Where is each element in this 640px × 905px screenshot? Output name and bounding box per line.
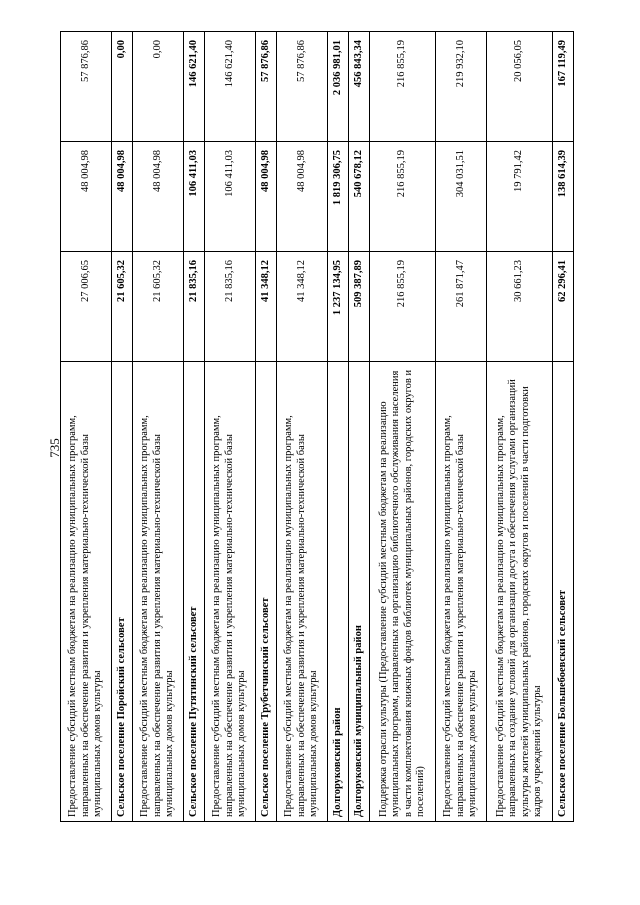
value-cell-3: 2 036 981,01 xyxy=(328,32,349,142)
value-cell-2: 48 004,98 xyxy=(277,142,328,252)
budget-table-body xyxy=(61,32,574,822)
value-cell-3: 167 119,49 xyxy=(553,32,574,142)
row-name-cell: Предоставление субсидий местным бюджетам на реализацию муниципальных программ, направленных на обеспечение развития и укрепления материально-технической базы муниципальных домов культуры xyxy=(61,362,112,822)
value-cell-1: 41 348,12 xyxy=(277,252,328,362)
value-cell-3: 0,00 xyxy=(112,32,133,142)
value-cell-1: 21 835,16 xyxy=(184,252,205,362)
row-name-cell: Предоставление субсидий местным бюджетам на реализацию муниципальных программ, направленных на обеспечение развития и укрепления материально-технической базы муниципальных домов культуры xyxy=(277,362,328,822)
value-cell-1: 30 661,23 xyxy=(487,252,553,362)
value-cell-2: 48 004,98 xyxy=(61,142,112,252)
row-name-cell: Сельское поселение Поройский сельсовет xyxy=(112,362,133,822)
table-row xyxy=(112,32,133,822)
value-cell-3: 456 843,34 xyxy=(349,32,370,142)
value-cell-3: 0,00 xyxy=(133,32,184,142)
row-name-cell: Поддержка отрасли культуры (Предоставление субсидий местным бюджетам на реализацию муниципальных программ, направленных на организацию библиотечного обслуживания населения в части комплектования книжных фондов библиотек муниципальных районов, городских округов и поселений) xyxy=(370,362,436,822)
row-name-cell: Предоставление субсидий местным бюджетам на реализацию муниципальных программ, направленных на создание условий для организации досуга и обеспечения услугами организаций культуры жителей муниципальных районов, городских округов и поселений в части подготовки кадров учреждений культуры xyxy=(487,362,553,822)
value-cell-3: 57 876,86 xyxy=(61,32,112,142)
table-row xyxy=(553,32,574,822)
value-cell-2: 138 614,39 xyxy=(553,142,574,252)
value-cell-2: 1 819 306,75 xyxy=(328,142,349,252)
row-name-cell: Предоставление субсидий местным бюджетам на реализацию муниципальных программ, направленных на обеспечение развития и укрепления материально-технической базы муниципальных домов культуры xyxy=(133,362,184,822)
table-row xyxy=(349,32,370,822)
value-cell-1: 21 835,16 xyxy=(205,252,256,362)
table-row xyxy=(328,32,349,822)
table-row xyxy=(436,32,487,822)
value-cell-2: 19 791,42 xyxy=(487,142,553,252)
row-name-cell: Сельское поселение Путятинский сельсовет xyxy=(184,362,205,822)
value-cell-2: 48 004,98 xyxy=(112,142,133,252)
value-cell-1: 62 296,41 xyxy=(553,252,574,362)
row-name-cell: Долгоруковский муниципальный район xyxy=(349,362,370,822)
value-cell-3: 216 855,19 xyxy=(370,32,436,142)
value-cell-2: 48 004,98 xyxy=(256,142,277,252)
value-cell-3: 57 876,86 xyxy=(277,32,328,142)
value-cell-2: 304 031,51 xyxy=(436,142,487,252)
row-name-cell: Предоставление субсидий местным бюджетам на реализацию муниципальных программ, направленных на обеспечение развития и укрепления материально-технической базы муниципальных домов культуры xyxy=(436,362,487,822)
table-row xyxy=(205,32,256,822)
value-cell-1: 21 605,32 xyxy=(133,252,184,362)
table-row xyxy=(133,32,184,822)
value-cell-1: 509 387,89 xyxy=(349,252,370,362)
budget-table xyxy=(60,31,574,822)
value-cell-1: 1 237 134,95 xyxy=(328,252,349,362)
row-name-cell: Долгоруковский район xyxy=(328,362,349,822)
value-cell-2: 216 855,19 xyxy=(370,142,436,252)
table-row xyxy=(370,32,436,822)
table-row xyxy=(61,32,112,822)
page-number: 735 xyxy=(47,438,62,458)
row-name-cell: Сельское поселение Большебоевский сельсовет xyxy=(553,362,574,822)
table-row xyxy=(256,32,277,822)
value-cell-3: 20 056,05 xyxy=(487,32,553,142)
value-cell-2: 48 004,98 xyxy=(133,142,184,252)
value-cell-2: 106 411,03 xyxy=(184,142,205,252)
value-cell-3: 146 621,40 xyxy=(205,32,256,142)
rotated-table-container xyxy=(60,32,574,822)
value-cell-2: 106 411,03 xyxy=(205,142,256,252)
value-cell-1: 27 006,65 xyxy=(61,252,112,362)
table-row xyxy=(487,32,553,822)
table-row xyxy=(184,32,205,822)
row-name-cell: Сельское поселение Трубетчинский сельсовет xyxy=(256,362,277,822)
value-cell-1: 21 605,32 xyxy=(112,252,133,362)
value-cell-2: 540 678,12 xyxy=(349,142,370,252)
value-cell-3: 219 932,10 xyxy=(436,32,487,142)
value-cell-3: 146 621,40 xyxy=(184,32,205,142)
value-cell-1: 261 871,47 xyxy=(436,252,487,362)
table-row xyxy=(277,32,328,822)
value-cell-3: 57 876,86 xyxy=(256,32,277,142)
row-name-cell: Предоставление субсидий местным бюджетам на реализацию муниципальных программ, направленных на обеспечение развития и укрепления материально-технической базы муниципальных домов культуры xyxy=(205,362,256,822)
value-cell-1: 216 855,19 xyxy=(370,252,436,362)
value-cell-1: 41 348,12 xyxy=(256,252,277,362)
